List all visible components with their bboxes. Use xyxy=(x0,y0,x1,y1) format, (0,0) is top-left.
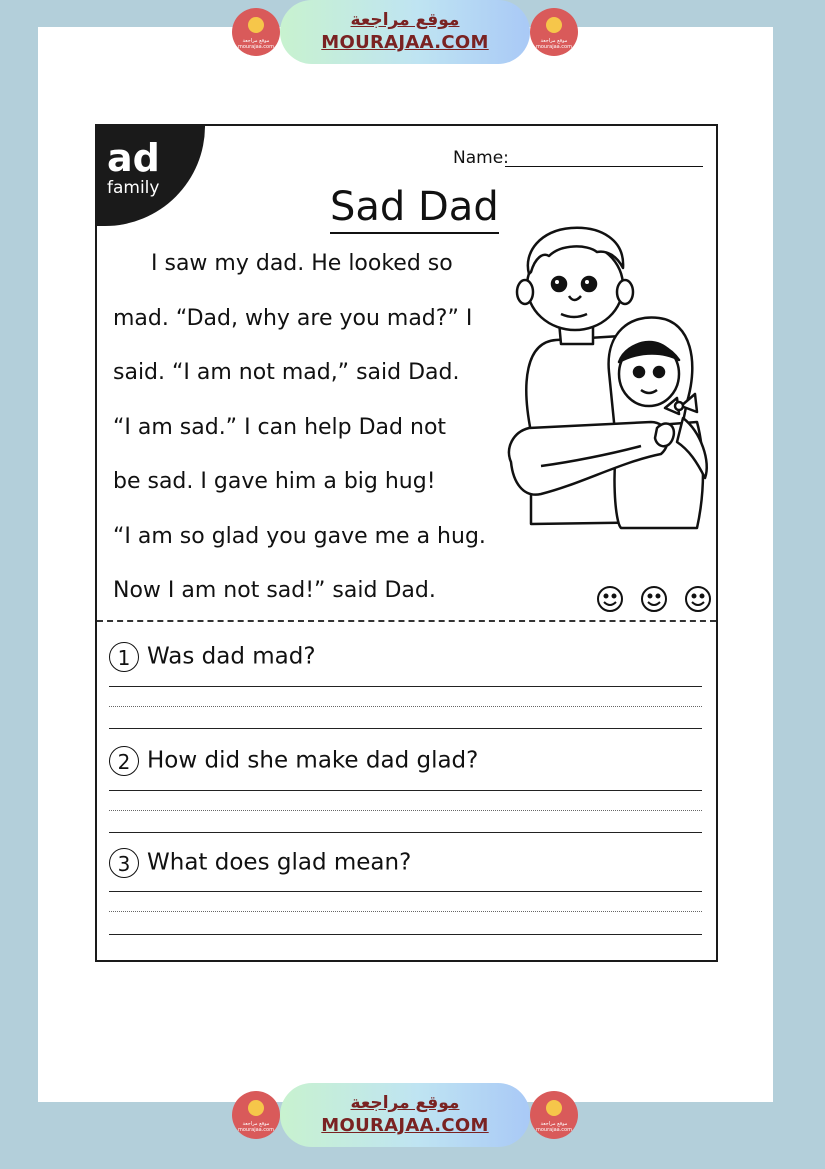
site-name-url[interactable]: MOURAJAA.COM xyxy=(321,32,489,53)
question-number: 2 xyxy=(109,746,139,776)
answer-line[interactable] xyxy=(109,686,702,687)
question-text: Was dad mad? xyxy=(147,643,316,670)
word-family-sublabel: family xyxy=(107,178,160,198)
answer-guide-line xyxy=(109,706,702,707)
question-1 xyxy=(109,640,316,673)
question-number: 1 xyxy=(109,642,139,672)
site-link-pill[interactable] xyxy=(280,1083,530,1147)
site-logo-badge-right: موقع مراجعة mourajaa.com xyxy=(530,8,578,56)
site-logo-badge-left: موقع مراجعة mourajaa.com xyxy=(232,1091,280,1139)
answer-line[interactable] xyxy=(109,832,702,833)
rating-smileys[interactable] xyxy=(593,581,715,617)
smiley-icon xyxy=(642,587,666,611)
question-text: How did she make dad glad? xyxy=(147,747,479,774)
site-name-arabic[interactable]: موقع مراجعة xyxy=(350,1093,460,1113)
story-line: said. “I am not mad,” said Dad. xyxy=(113,360,460,385)
worksheet xyxy=(95,124,718,962)
site-link-pill[interactable] xyxy=(280,0,530,64)
site-logo-badge-left: موقع مراجعة mourajaa.com xyxy=(232,8,280,56)
story-line: I saw my dad. He looked so xyxy=(151,251,453,276)
site-logo-badge-right: موقع مراجعة mourajaa.com xyxy=(530,1091,578,1139)
answer-line[interactable] xyxy=(109,728,702,729)
story-line: be sad. I gave him a big hug! xyxy=(113,469,436,494)
question-text: What does glad mean? xyxy=(147,849,412,876)
story-line: “I am sad.” I can help Dad not xyxy=(113,414,447,440)
smiley-icon xyxy=(686,587,710,611)
smiley-icon xyxy=(598,587,622,611)
site-banner-top[interactable] xyxy=(232,0,578,64)
site-banner-bottom[interactable] xyxy=(232,1083,578,1147)
question-2 xyxy=(109,744,478,777)
story-text xyxy=(113,250,513,632)
site-name-arabic[interactable]: موقع مراجعة xyxy=(350,10,460,30)
story-line: mad. “Dad, why are you mad?” I xyxy=(113,305,473,331)
site-name-url[interactable]: MOURAJAA.COM xyxy=(321,1115,489,1136)
name-label: Name: xyxy=(453,148,509,168)
answer-line[interactable] xyxy=(109,891,702,892)
question-number: 3 xyxy=(109,848,139,878)
story-line: Now I am not sad!” said Dad. xyxy=(113,578,436,603)
name-field[interactable] xyxy=(505,166,703,167)
answer-guide-line xyxy=(109,911,702,912)
answer-guide-line xyxy=(109,810,702,811)
dad-hug-illustration xyxy=(501,222,713,538)
worksheet-title: Sad Dad xyxy=(330,184,499,234)
question-3 xyxy=(109,846,411,879)
word-family-badge xyxy=(97,126,205,226)
word-family-label: ad xyxy=(107,136,160,180)
answer-line[interactable] xyxy=(109,934,702,935)
section-divider xyxy=(97,620,716,622)
answer-line[interactable] xyxy=(109,790,702,791)
story-line: “I am so glad you gave me a hug. xyxy=(113,523,486,549)
